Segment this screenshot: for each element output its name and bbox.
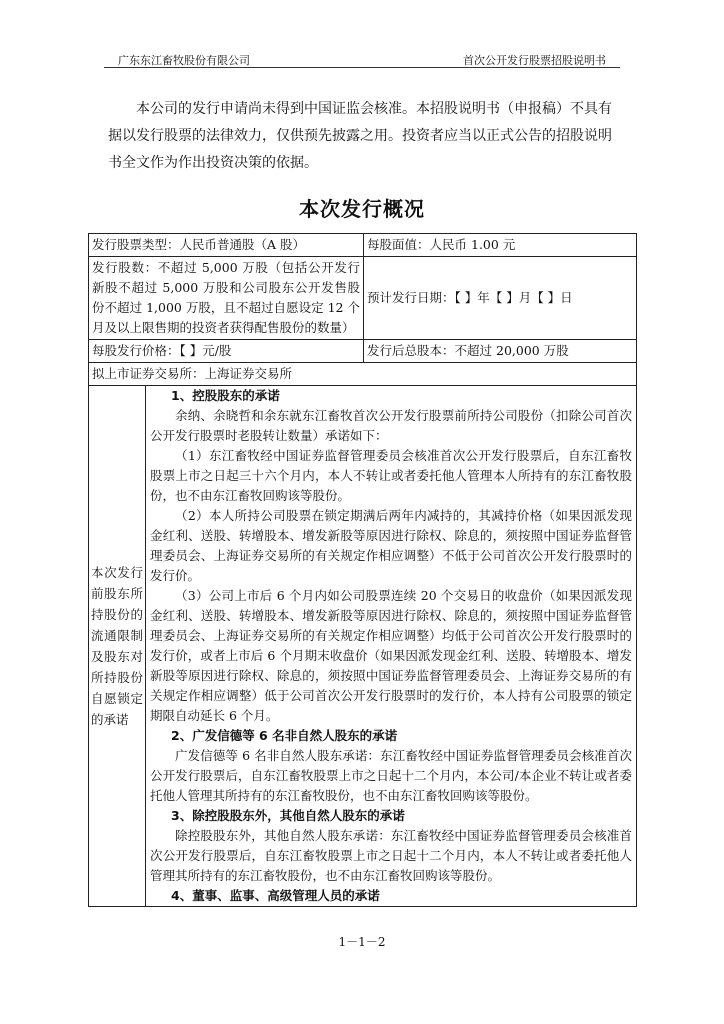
exchange-cell: 拟上市证券交易所：上海证券交易所 [89,363,637,386]
intro-notice: 本公司的发行申请尚未得到中国证监会核准。本招股说明书（申报稿）不具有据以发行股票的法律效力，仅供预先披露之用。投资者应当以正式公告的招股说明书全文作为作出投资决策的依据。 [108,101,612,171]
issue-overview-table [88,233,637,907]
table-row [89,257,637,340]
issue-shares-cell: 发行股数：不超过 5,000 万股（包括公开发行新股不超过 5,000 万股和公司股东公开发售股份不超过 1,000 万股，且不超过自愿设定 12 个月及以上限售期的投资者获得配售股份的数量） [89,257,364,340]
section-2-para: 广发信德等 6 名非自然人股东承诺：东江畜牧经中国证券监督管理委员会核准首次公开发行股票后，自东江畜牧股票上市之日起十二个月内，本公司/本企业不转让或者委托他人管理其所持有的东江畜牧股份，也不由东江畜牧回购该等股份。 [150,748,633,803]
table-row [89,386,637,907]
section-2-title: 2、广发信德等 6 名非自然人股东的承诺 [171,728,398,743]
lockup-content-cell [146,386,637,907]
table-row [89,363,637,386]
section-3-title: 3、除控股股东外，其他自然人股东的承诺 [171,808,405,823]
table-row [89,340,637,363]
issue-price-cell: 每股发行价格：【 】元/股 [89,340,364,363]
par-value-cell: 每股面值：人民币 1.00 元 [364,234,637,257]
header-divider [104,67,620,68]
issue-date-cell: 预计发行日期：【 】年【 】月【 】日 [364,257,637,340]
header-doc-title: 首次公开发行股票招股说明书 [463,54,606,67]
section-1-title: 1、控股股东的承诺 [171,388,280,403]
section-1-intro: 余纳、余晓哲和余东就东江畜牧首次公开发行股票前所持公司股份（扣除公司首次公开发行股票时老股转让数量）承诺如下： [150,408,633,443]
total-shares-cell: 发行后总股本：不超过 20,000 万股 [364,340,637,363]
section-1-para-2: （2）本人所持公司股票在锁定期满后两年内减持的，其减持价格（如果因派发现金红利、送股、转增股本、增发新股等原因进行除权、除息的，须按照中国证券监督管理委员会、上海证券交易所的有关规定作相应调整）不低于公司首次公开发行股票时的发行价。 [150,508,633,583]
section-1-para-3: （3）公司上市后 6 个月内如公司股票连续 20 个交易日的收盘价（如果因派发现金红利、送股、转增股本、增发新股等原因进行除权、除息的，须按照中国证券监督管理委员会、上海证券交易所的有关规定作相应调整）均低于公司首次公开发行股票时的发行价，或者上市后 6 个月期末收盘价（如果因派发现金红利、送股、转增股本、增发新股等原因进行除权、除息的，须按照中国证券监督管理委员会、上海证券交易所的有关规定作相应调整）低于公司首次公开发行股票时的发行价，本人持有公司股票的锁定期限自动延长 6 个月。 [150,588,633,723]
table-row [89,234,637,257]
page-number: 1－1－2 [338,935,386,949]
header-company: 广东东江畜牧股份有限公司 [118,54,250,67]
section-3-para: 除控股股东外，其他自然人股东承诺：东江畜牧经中国证券监督管理委员会核准首次公开发行股票后，自东江畜牧股票上市之日起十二个月内，本人不转让或者委托他人管理其所持有的东江畜牧股份，也不由东江畜牧回购该等股份。 [150,828,633,883]
section-1-para-1: （1）东江畜牧经中国证券监督管理委员会核准首次公开发行股票后，自东江畜牧股票上市之日起三十六个月内，本人不转让或者委托他人管理本人所持有的东江畜牧股份，也不由东江畜牧回购该等股份。 [150,448,633,503]
page-title: 本次发行概况 [299,197,425,221]
section-4-title: 4、董事、监事、高级管理人员的承诺 [171,888,380,903]
lockup-label-cell: 本次发行前股东所持股份的流通限制及股东对所持股份自愿锁定的承诺 [89,386,146,907]
stock-type-cell: 发行股票类型：人民币普通股（A 股） [89,234,364,257]
